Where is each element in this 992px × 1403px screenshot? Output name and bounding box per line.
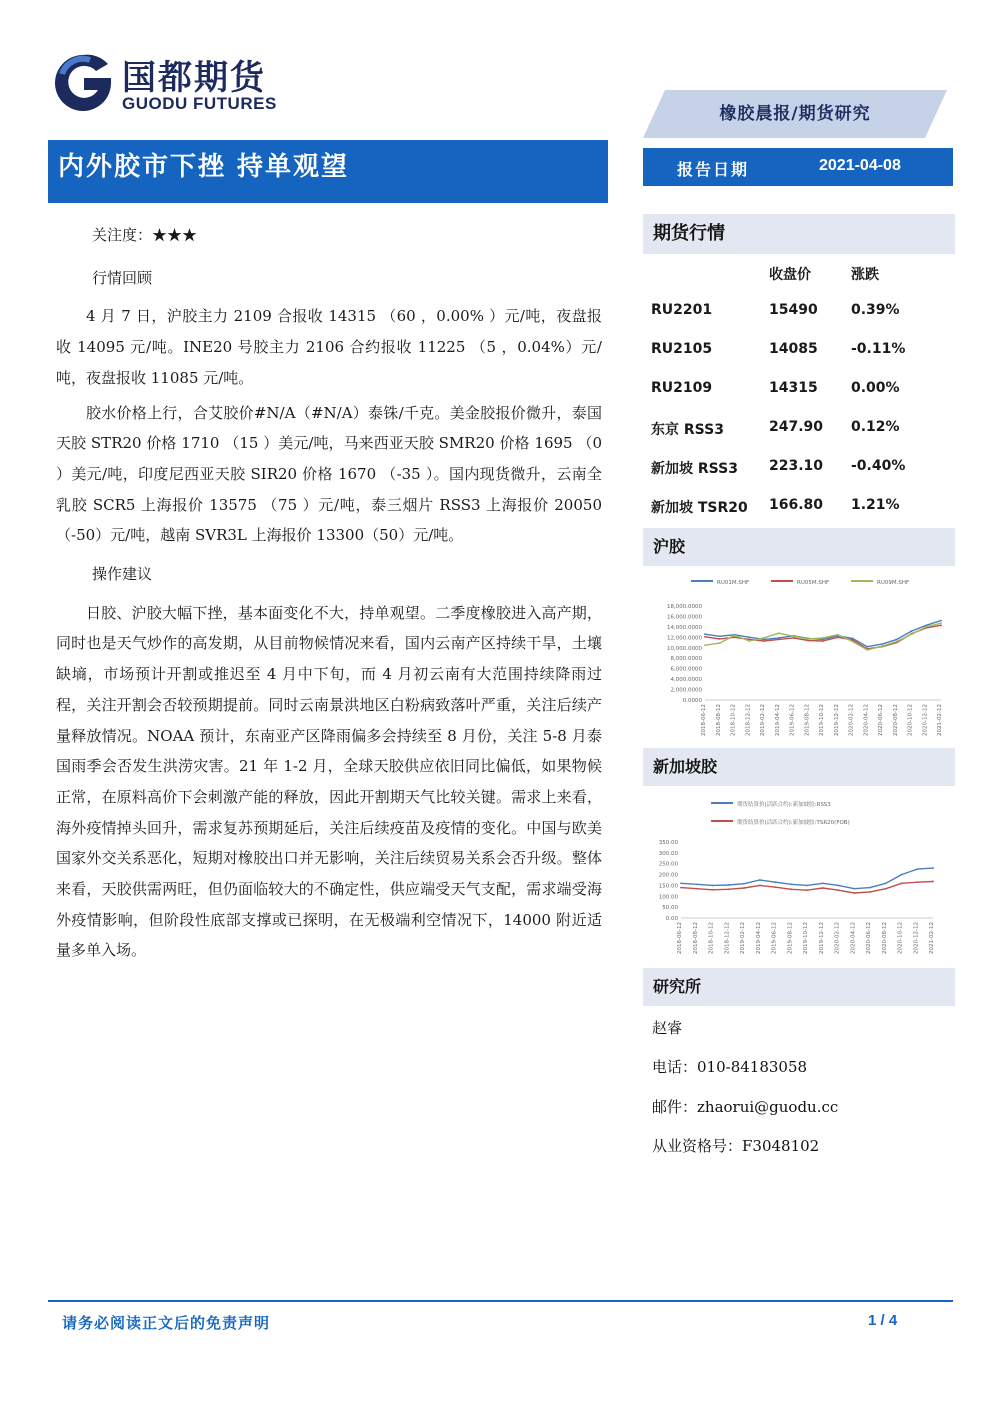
data-point (911, 630, 913, 632)
brand-name-en: GUODU FUTURES (122, 94, 277, 113)
data-point (940, 620, 942, 622)
legend-label: RU05M.SHF (797, 580, 830, 586)
disclaimer-note: 请务必阅读正文后的免责声明 (62, 1314, 271, 1332)
quote-name: 东京 RSS3 (651, 422, 724, 438)
quote-name: RU2109 (651, 380, 713, 396)
series-line (705, 623, 941, 650)
quote-close: 247.90 (769, 419, 824, 435)
category-label: 橡胶晨报/期货研究 (719, 104, 871, 124)
data-point (901, 874, 903, 876)
data-point (778, 639, 780, 641)
data-point (822, 639, 824, 641)
analyst-phone: 电话：010-84183058 (652, 1058, 808, 1076)
x-tick-label: 2018-12-12 (745, 704, 752, 736)
y-tick-label: 8,000.0000 (670, 656, 702, 663)
x-tick-label: 2018-08-12 (692, 922, 699, 954)
report-date-value: 2021-04-08 (819, 157, 901, 174)
quote-close: 14315 (769, 380, 818, 396)
data-point (704, 633, 706, 635)
data-point (852, 637, 854, 639)
review-heading: 行情回顾 (92, 268, 153, 287)
data-point (727, 888, 729, 890)
data-point (901, 882, 903, 884)
quote-close: 14085 (769, 341, 818, 357)
data-point (881, 643, 883, 645)
data-point (896, 639, 898, 641)
data-point (837, 634, 839, 636)
x-tick-label: 2020-06-12 (878, 704, 884, 736)
data-point (734, 636, 736, 638)
quotes-header-row (643, 254, 955, 292)
data-point (704, 644, 706, 646)
x-tick-label: 2020-06-12 (866, 922, 872, 954)
y-tick-label: 100.00 (658, 894, 678, 901)
data-point (806, 889, 808, 891)
report-date-label: 报告日期 (677, 160, 750, 179)
data-point (916, 868, 918, 870)
data-point (838, 885, 840, 887)
legend-label: RU01M.SHF (717, 580, 750, 586)
sgx-chart-heading: 新加坡胶 (643, 748, 955, 786)
data-point (837, 636, 839, 638)
data-point (778, 632, 780, 634)
data-point (790, 883, 792, 885)
x-tick-label: 2020-08-12 (881, 922, 888, 954)
x-tick-label: 2018-10-12 (708, 922, 715, 954)
data-point (712, 889, 714, 891)
guodu-logo-icon (52, 52, 114, 114)
data-point (916, 881, 918, 883)
data-point (778, 637, 780, 639)
y-tick-label: 6,000.0000 (670, 666, 702, 673)
y-tick-label: 200.00 (658, 872, 678, 879)
data-point (704, 636, 706, 638)
y-tick-label: 2,000.0000 (670, 687, 702, 694)
table-row (643, 370, 955, 409)
x-tick-label: 2019-12-12 (833, 704, 840, 736)
quote-name: 新加坡 TSR20 (651, 500, 748, 516)
x-tick-label: 2020-10-12 (897, 922, 904, 954)
x-tick-label: 2020-08-12 (892, 704, 899, 736)
x-tick-label: 2020-10-12 (907, 704, 914, 736)
analyst-email: 邮件：zhaorui@guodu.cc (652, 1098, 839, 1116)
data-point (822, 887, 824, 889)
sgx-chart (643, 790, 955, 962)
data-point (743, 883, 745, 885)
data-point (885, 882, 887, 884)
review-paragraph-2: 胶水价格上行，合艾胶价#N/A（#N/A）泰铢/千克。美金胶报价微升，泰国天胶 STR20 价格 1710 （15 ）美元/吨，马来西亚天胶 SMR20 价格 1695 （0 ）美元/吨，印度尼西亚天胶 SIR20 价格 1670 （-35 ）。国内现货微升，云南全乳胶 SCR5 上海报价 13575 （75 ）元/吨，泰三烟片 RSS3 上海报价 20050（-50）元/吨，越南 SVR3L 上海报价 13300（50）元/吨。 (56, 403, 602, 545)
advice-paragraph: 日胶、沪胶大幅下挫，基本面变化不大，持单观望。二季度橡胶进入高产期，同时也是天气炒作的高发期，从目前物候情况来看，国内云南产区持续干旱，土壤缺墒，市场预计开割或推迟至 4 月中下旬，而 4 月初云南有大范围持续降雨过程，关注开割会否较预期提前。同时云南景洪地区白粉病致落叶严重，关注后续产量释放情况。NOAA 预计，东南亚产区降雨偏多会持续至 8 月份，关注 5-8 月泰国雨季会否发生洪涝灾害。21 年 1-2 月，全球天胶供应依旧同比偏低，如果物候正常，在原料高价下会刺激产能的释放，因此开割期天气比较关键。需求上来看，海外疫情掉头回升，需求复苏预期延后，关注后续疫苗及疫情的变化。中国与欧美国家外交关系恶化，短期对橡胶出口并无影响，关注后续贸易关系会否升级。整体来看，天胶供需两旺，但仍面临较大的不确定性，供应端受天气支配，需求端受海外疫情影响，但阶段性底部支撑或已探明，在无极端利空情况下，14000 附近适量多单入场。 (56, 603, 602, 960)
table-row (643, 331, 955, 370)
x-tick-label: 2018-06-12 (677, 922, 683, 954)
quote-close: 166.80 (769, 497, 824, 513)
table-row (643, 448, 955, 487)
quote-name: RU2105 (651, 341, 713, 357)
data-point (940, 622, 942, 624)
series-line (681, 882, 933, 894)
y-tick-label: 14,000.0000 (667, 624, 702, 631)
x-tick-label: 2019-06-12 (789, 704, 796, 736)
quote-change: 0.39% (851, 302, 900, 318)
shfe-chart-heading: 沪胶 (643, 528, 955, 566)
advice-heading: 操作建议 (92, 565, 153, 584)
data-point (734, 634, 736, 636)
data-point (680, 887, 682, 889)
shfe-line-chart (643, 570, 955, 750)
data-point (790, 888, 792, 890)
data-point (759, 879, 761, 881)
data-point (775, 881, 777, 883)
quote-close: 223.10 (769, 458, 824, 474)
quote-change: 0.00% (851, 380, 900, 396)
report-date-bar (643, 148, 953, 186)
data-point (743, 887, 745, 889)
quote-name: RU2201 (651, 302, 713, 318)
y-tick-label: 16,000.0000 (667, 614, 702, 621)
data-point (793, 637, 795, 639)
data-point (727, 884, 729, 886)
x-tick-label: 2021-02-12 (929, 922, 935, 954)
data-point (925, 624, 927, 626)
shfe-chart (643, 570, 955, 750)
data-point (719, 635, 721, 637)
x-tick-label: 2019-04-12 (755, 922, 762, 954)
data-point (866, 646, 868, 648)
x-tick-label: 2018-06-12 (701, 704, 707, 736)
y-tick-label: 350.00 (658, 840, 678, 846)
data-point (885, 888, 887, 890)
x-tick-label: 2020-04-12 (850, 922, 857, 954)
data-point (866, 649, 868, 651)
quote-change: -0.11% (851, 341, 906, 357)
attention-level: 关注度：★★★ (92, 226, 198, 244)
data-point (940, 624, 942, 626)
x-tick-label: 2020-12-12 (913, 922, 920, 954)
data-point (807, 640, 809, 642)
x-tick-label: 2018-10-12 (730, 704, 737, 736)
brand-logo (48, 48, 298, 123)
table-row (643, 409, 955, 448)
data-point (822, 640, 824, 642)
data-point (869, 891, 871, 893)
data-point (775, 886, 777, 888)
x-tick-label: 2019-08-12 (804, 704, 811, 736)
brand-name-cn: 国都期货 (122, 58, 266, 98)
quote-change: -0.40% (851, 458, 906, 474)
data-point (719, 642, 721, 644)
data-point (763, 639, 765, 641)
data-point (719, 638, 721, 640)
data-point (763, 640, 765, 642)
y-tick-label: 150.00 (658, 883, 678, 890)
research-heading: 研究所 (643, 968, 955, 1006)
quote-change: 0.12% (851, 419, 900, 435)
quote-close: 15490 (769, 302, 818, 318)
table-row (643, 487, 955, 526)
y-tick-label: 0.00 (665, 916, 678, 922)
x-tick-label: 2020-04-12 (863, 704, 870, 736)
x-tick-label: 2019-08-12 (787, 922, 794, 954)
data-point (838, 889, 840, 891)
x-tick-label: 2019-10-12 (819, 704, 825, 736)
data-point (748, 636, 750, 638)
quotes-table (643, 254, 955, 526)
data-point (696, 883, 698, 885)
x-tick-label: 2018-12-12 (724, 922, 731, 954)
data-point (925, 626, 927, 628)
data-point (896, 641, 898, 643)
data-point (869, 887, 871, 889)
quote-change: 1.21% (851, 497, 900, 513)
data-point (763, 637, 765, 639)
data-point (911, 633, 913, 635)
x-tick-label: 2020-02-12 (848, 704, 855, 736)
y-tick-label: 300.00 (658, 850, 678, 857)
y-tick-label: 12,000.0000 (667, 635, 702, 642)
data-point (806, 885, 808, 887)
analyst-license: 从业资格号：F3048102 (652, 1137, 820, 1155)
data-point (759, 885, 761, 887)
data-point (881, 645, 883, 647)
data-point (793, 635, 795, 637)
data-point (932, 881, 934, 883)
title-divider (48, 202, 608, 203)
quotes-heading: 期货行情 (643, 214, 955, 254)
table-row (643, 292, 955, 331)
data-point (696, 888, 698, 890)
data-point (712, 885, 714, 887)
review-paragraph-1: 4 月 7 日，沪胶主力 2109 合报收 14315 （60 ，0.00% ）元/吨，夜盘报收 14095 元/吨。INE20 号胶主力 2106 合约报收 11225 （5 ，0.04%）元/吨，夜盘报收 11085 元/吨。 (56, 307, 602, 387)
data-point (852, 641, 854, 643)
x-tick-label: 2020-02-12 (834, 922, 841, 954)
data-point (932, 867, 934, 869)
sgx-line-chart (643, 790, 955, 962)
y-tick-label: 50.00 (662, 905, 678, 912)
data-point (822, 882, 824, 884)
data-point (853, 892, 855, 894)
legend-label: 期货结算价(活跃合约):新加坡胶:RSS3 (737, 802, 831, 808)
y-tick-label: 10,000.0000 (667, 645, 702, 652)
x-tick-label: 2019-02-12 (760, 704, 766, 736)
main-content (56, 220, 602, 970)
data-point (853, 888, 855, 890)
analyst-name: 赵睿 (652, 1019, 683, 1037)
y-tick-label: 250.00 (658, 861, 678, 868)
x-tick-label: 2019-12-12 (818, 922, 825, 954)
data-point (748, 640, 750, 642)
data-point (822, 637, 824, 639)
quote-name: 新加坡 RSS3 (651, 461, 738, 477)
x-tick-label: 2020-12-12 (922, 704, 929, 736)
footer-divider (48, 1300, 953, 1302)
x-tick-label: 2019-02-12 (740, 922, 746, 954)
x-tick-label: 2019-04-12 (774, 704, 781, 736)
legend-label: RU09M.SHF (877, 580, 910, 586)
report-title: 内外胶市下挫 持单观望 (58, 152, 350, 182)
header-close: 收盘价 (769, 267, 811, 283)
series-line (705, 621, 941, 647)
y-tick-label: 4,000.0000 (670, 677, 702, 684)
legend-label: 期货结算价(活跃合约):新加坡胶:TSR20(FOB) (737, 820, 850, 826)
x-tick-label: 2019-06-12 (771, 922, 778, 954)
data-point (680, 882, 682, 884)
x-tick-label: 2021-02-12 (937, 704, 943, 736)
y-tick-label: 18,000.0000 (667, 604, 702, 610)
page-number: 1 / 4 (868, 1312, 898, 1329)
header-change: 涨跌 (851, 267, 879, 283)
y-tick-label: 0.0000 (682, 698, 702, 704)
x-tick-label: 2018-08-12 (715, 704, 722, 736)
x-tick-label: 2019-10-12 (803, 922, 809, 954)
data-point (807, 638, 809, 640)
